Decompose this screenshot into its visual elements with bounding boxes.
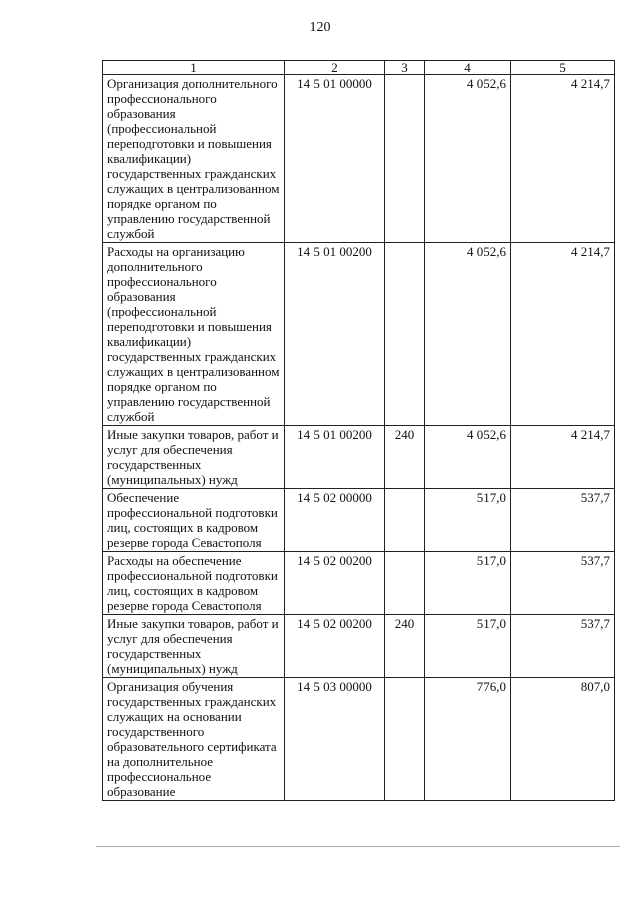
row-name: Обеспечение профессиональной подготовки лиц, состоящих в кадровом резерве города Севастополя: [103, 489, 285, 552]
row-amount-col5: 807,0: [511, 678, 615, 801]
row-code: 14 5 01 00200: [285, 426, 385, 489]
row-amount-col4: 776,0: [425, 678, 511, 801]
row-name: Расходы на организацию дополнительного профессионального образования (профессиональной переподготовки и повышения квалификации) государственных гражданских служащих в централизованном порядке органом по управлению государственной службой: [103, 243, 285, 426]
budget-table: [102, 60, 615, 801]
header-row: [103, 61, 615, 75]
row-name: Иные закупки товаров, работ и услуг для обеспечения государственных (муниципальных) нужд: [103, 615, 285, 678]
row-expense-type: 240: [385, 615, 425, 678]
row-code: 14 5 02 00200: [285, 552, 385, 615]
row-amount-col5: 537,7: [511, 552, 615, 615]
row-expense-type: [385, 75, 425, 243]
row-amount-col5: 4 214,7: [511, 75, 615, 243]
row-amount-col5: 537,7: [511, 615, 615, 678]
table-row: [103, 552, 615, 615]
page-number: 120: [309, 20, 331, 35]
header-col-1: 1: [103, 61, 285, 75]
table-row: [103, 426, 615, 489]
header-col-4: 4: [425, 61, 511, 75]
row-expense-type: [385, 243, 425, 426]
page-bottom-rule: [96, 846, 620, 847]
table-row: [103, 678, 615, 801]
row-name: Расходы на обеспечение профессиональной подготовки лиц, состоящих в кадровом резерве города Севастополя: [103, 552, 285, 615]
table-row: [103, 615, 615, 678]
row-code: 14 5 02 00000: [285, 489, 385, 552]
row-amount-col4: 4 052,6: [425, 75, 511, 243]
row-amount-col4: 517,0: [425, 489, 511, 552]
row-code: 14 5 01 00200: [285, 243, 385, 426]
row-name: Организация дополнительного профессионального образования (профессиональной переподготовки и повышения квалификации) государственных гражданских служащих в централизованном порядке органом по управлению государственной службой: [103, 75, 285, 243]
header-col-3: 3: [385, 61, 425, 75]
row-name: Организация обучения государственных гражданских служащих на основании государственного образовательного сертификата на дополнительное профессиональное образование: [103, 678, 285, 801]
table-row: [103, 75, 615, 243]
row-amount-col5: 537,7: [511, 489, 615, 552]
row-name: Иные закупки товаров, работ и услуг для обеспечения государственных (муниципальных) нужд: [103, 426, 285, 489]
table-row: [103, 489, 615, 552]
table-body: [103, 75, 615, 801]
table-header: [103, 61, 615, 75]
row-expense-type: [385, 552, 425, 615]
row-amount-col4: 4 052,6: [425, 426, 511, 489]
header-col-5: 5: [511, 61, 615, 75]
row-expense-type: [385, 489, 425, 552]
row-amount-col4: 4 052,6: [425, 243, 511, 426]
row-code: 14 5 01 00000: [285, 75, 385, 243]
row-code: 14 5 02 00200: [285, 615, 385, 678]
row-amount-col5: 4 214,7: [511, 243, 615, 426]
table-row: [103, 243, 615, 426]
row-expense-type: 240: [385, 426, 425, 489]
header-col-2: 2: [285, 61, 385, 75]
row-amount-col5: 4 214,7: [511, 426, 615, 489]
row-amount-col4: 517,0: [425, 552, 511, 615]
row-code: 14 5 03 00000: [285, 678, 385, 801]
row-amount-col4: 517,0: [425, 615, 511, 678]
row-expense-type: [385, 678, 425, 801]
